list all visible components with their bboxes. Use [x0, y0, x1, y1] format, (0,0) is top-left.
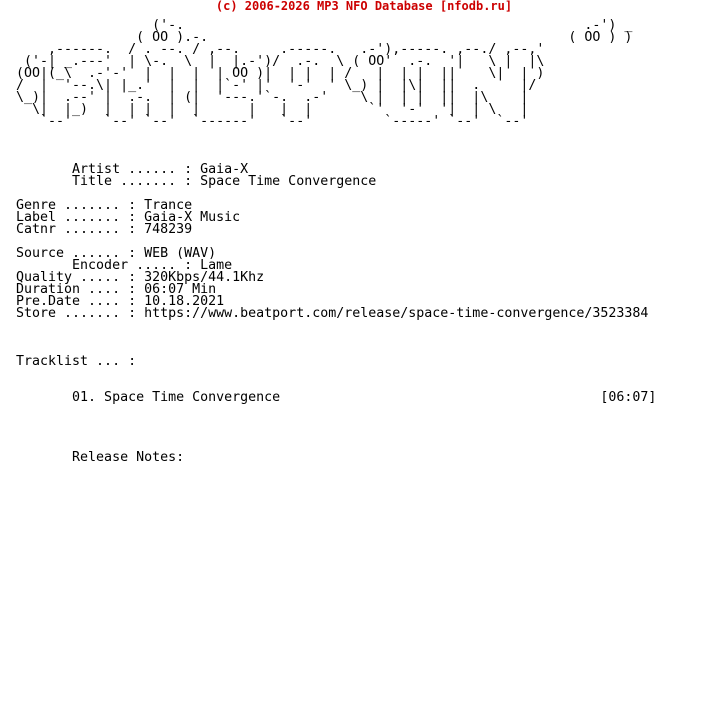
nfo-text: ('-. .-') _ ( OO ).-. ( OO ) ) ,------. / . --. / ,--. .-----. .-'),-----. ,--./ ,--,' ('-| _.---' | \-. \ | |.-')/ .-. \ ( OO' .-. '| \ | |\ (OO|(_\ .-'-' | | | | OO )| | | | / | | | || \| | ) / | '--.\| |_.' | | |`-' |' '-' ' \_) | |\| || . |/ \_)| .--' | .-. | (| '---.'`-. .-' \ | | | || |\ | \| |_) | | | | | | | | `' '-' '| | \ | `--' `--' `--' `------' `--' `-----' `--' `--' Artist ...... : Gaia-X Title ....... : Space Time Convergence Genre ....... : Trance Label ....... : Gaia-X Music Catnr ....... : 748239 Source ...... : WEB (WAV) Encoder ..... : Lame Quality ..... : 320Kbps/44.1Khz Duration .... : 06:07 Min Pre.Date .... : 10.18.2021 Store ....... : https://www.beatport.com/release/space-time-convergence/3523384 Tracklist ... : 01. Space Time Convergence [06:07] Release Notes: [16, 18, 657, 465]
site-copyright-header: (c) 2006-2026 MP3 NFO Database [nfodb.ru] [215, 0, 513, 13]
